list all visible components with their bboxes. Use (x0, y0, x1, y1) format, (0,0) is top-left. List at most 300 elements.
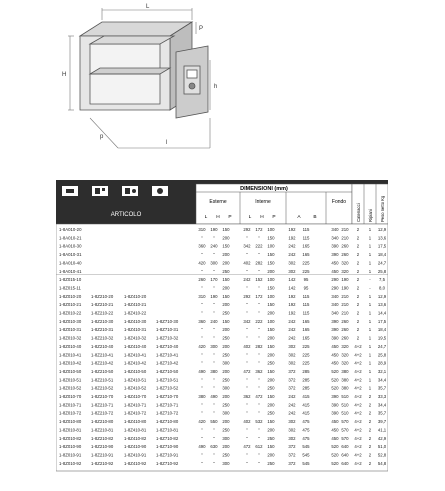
catenacci-cell: 2 (356, 252, 360, 258)
dimension-cell: " (258, 285, 260, 291)
dimension-cell: 250 (222, 335, 230, 341)
dimension-cell: " (246, 335, 248, 341)
ripiani-cell: 1 (368, 235, 372, 241)
article-code-3: 1-8Z410-91 (124, 452, 147, 458)
dimension-cell: 390 (331, 252, 339, 258)
dimension-cell: 200 (267, 402, 275, 408)
dimension-cell: " (258, 252, 260, 258)
peso-cell: 19,5 (377, 335, 387, 341)
dimension-cell: 550 (210, 419, 218, 425)
ripiani-cell: 2 (368, 419, 372, 425)
dimension-cell: 242 (288, 394, 296, 399)
article-code-1: 1-8Z010-90 (59, 444, 82, 450)
dimension-cell: 285 (302, 377, 310, 383)
dimension-cell: 170 (210, 277, 218, 283)
article-code-3: 1-8Z410-30 (124, 318, 147, 324)
article-code-2: 1-8Z210-31 (91, 327, 114, 333)
peso-cell: 24,7 (377, 260, 387, 266)
article-code-1: 1-8Z010-30 (59, 318, 82, 324)
catenacci-cell: 2 (356, 327, 360, 333)
dimension-cell: " (213, 452, 215, 458)
dimension-cell: 402 (243, 260, 251, 266)
dimension-cell: 340 (331, 293, 339, 299)
article-code-2: 1-8Z210-51 (91, 377, 114, 383)
dimension-cell: 150 (222, 318, 230, 324)
dimension-cell: 150 (267, 343, 275, 349)
article-code-2: 1-8Z210-91 (91, 452, 114, 458)
article-code-3: 1-8Z410-20 (124, 293, 147, 299)
article-code-3: 1-8Z410-21 (124, 302, 147, 308)
subheader-cell: H (260, 215, 264, 220)
dimension-cell: " (213, 310, 215, 316)
article-code-1: 1-8Z010-71 (59, 402, 82, 408)
article-code-1: 1-8Z010-92 (59, 460, 82, 466)
dimension-cell: 222 (255, 243, 263, 249)
dimension-cell: " (213, 235, 215, 241)
ripiani-cell: 1 (368, 293, 372, 299)
dimension-cell: 372 (288, 385, 296, 391)
dimension-cell: 165 (302, 318, 310, 324)
dimension-cell: 150 (267, 394, 275, 399)
dimension-cell: 390 (331, 394, 339, 399)
dimension-cell: 390 (331, 243, 339, 249)
peso-cell: 28,9 (377, 360, 387, 366)
article-code-2: 1-8Z210-71 (91, 402, 114, 408)
catenacci-cell: 2 (356, 335, 360, 341)
dimension-cell: " (258, 410, 260, 416)
dimension-cell: 340 (331, 310, 339, 316)
dimension-cell: 225 (302, 360, 310, 366)
dimension-cell: 390 (331, 335, 339, 341)
dimension-cell: " (258, 327, 260, 333)
dimension-cell: 372 (288, 368, 296, 374)
rotated-header: Peso netto Kg (380, 195, 385, 222)
dimension-cell: 520 (331, 444, 339, 450)
peso-cell: 39,7 (377, 419, 387, 425)
dimension-cell: 225 (302, 260, 310, 266)
dimension-cell: 340 (331, 235, 339, 241)
dimension-cell: 150 (222, 293, 230, 299)
dimension-cell: " (246, 235, 248, 241)
catenacci-cell: 4+2 (354, 419, 362, 425)
dimension-cell: 200 (267, 452, 275, 458)
dimension-cell: 250 (222, 377, 230, 383)
dimension-cell: 260 (341, 335, 349, 341)
dimension-cell: 200 (222, 235, 230, 241)
dimension-cell: 292 (243, 227, 251, 232)
dimension-cell: 302 (288, 343, 296, 349)
dimension-cell: 320 (341, 343, 349, 349)
dimension-cell: 475 (302, 427, 310, 433)
dimension-cell: 300 (210, 260, 218, 266)
dimension-cell: 640 (341, 452, 349, 458)
dimension-cell: 250 (222, 310, 230, 316)
article-code-4: 1-8Z710-32 (156, 335, 179, 341)
dimension-cell: 450 (331, 419, 339, 425)
dimension-cell: 320 (341, 260, 349, 266)
dimension-cell: 250 (267, 435, 275, 441)
article-code-2: 1-8Z210-82 (91, 435, 114, 441)
peso-cell: 54,8 (377, 460, 387, 466)
dimension-cell: 450 (331, 260, 339, 266)
ripiani-cell: 2 (368, 394, 372, 399)
ripiani-cell: 2 (368, 402, 372, 408)
ripiani-cell: 1 (368, 227, 372, 232)
article-code-4: 1-8Z710-72 (156, 410, 179, 416)
peso-cell: 34,4 (377, 377, 387, 383)
dimension-cell: 190 (210, 293, 218, 299)
dimension-cell: 250 (222, 268, 230, 274)
ripiani-cell: 2 (368, 460, 372, 466)
article-code-1: 1-8Z010-21 (59, 302, 82, 308)
dimension-cell: " (213, 402, 215, 408)
article-code-2: 1-8Z210-72 (91, 410, 114, 416)
dimension-cell: 200 (222, 394, 230, 399)
article-code-1: 1-8Z010-32 (59, 335, 82, 341)
article-code-2: 1-8Z210-42 (91, 360, 114, 366)
dimension-cell: " (246, 410, 248, 416)
dimension-cell: 200 (222, 368, 230, 374)
dimension-cell: 570 (341, 427, 349, 433)
article-code-1: 1-8Z010-72 (59, 410, 82, 416)
peso-cell: 13,6 (377, 235, 387, 241)
dimension-cell: " (258, 268, 260, 274)
dimension-cell: 640 (341, 460, 349, 466)
peso-cell: 33,3 (377, 394, 387, 399)
dimension-cell: " (246, 427, 248, 433)
esterne-header: Esterne (209, 199, 227, 205)
dimension-cell: 302 (288, 360, 296, 366)
dimension-cell: 545 (302, 444, 310, 450)
dimension-cell: " (213, 460, 215, 466)
article-code-3: 1-8Z410-42 (124, 360, 147, 366)
dimension-cell: 302 (288, 419, 296, 425)
dimension-cell: 200 (267, 310, 275, 316)
dimension-cell: 380 (341, 377, 349, 383)
ripiani-cell: 2 (368, 452, 372, 458)
article-code-1: 1-8Z010-52 (59, 385, 82, 391)
article-code-2: 1-8Z210-92 (91, 460, 114, 466)
dimension-cell: 342 (243, 318, 251, 324)
dimension-cell: " (201, 335, 203, 341)
ripiani-cell: 1 (368, 327, 372, 333)
dimension-cell: " (258, 385, 260, 391)
dimension-cell: 520 (331, 377, 339, 383)
catenacci-cell: 4+2 (354, 452, 362, 458)
dimension-cell: 390 (331, 402, 339, 408)
dimension-cell: 172 (255, 227, 263, 232)
catenacci-cell: 2 (356, 268, 360, 274)
dimension-cell: " (201, 285, 203, 291)
dimension-cell: " (258, 335, 260, 341)
article-code-3: 1-8Z410-22 (124, 310, 147, 316)
article-code-3: 1-8Z410-31 (124, 327, 147, 333)
dimension-cell: " (213, 360, 215, 366)
dimension-cell: 285 (302, 368, 310, 374)
subheader-cell: L (204, 215, 208, 220)
peso-cell: 12,9 (377, 227, 387, 232)
peso-cell: 34,4 (377, 402, 387, 408)
dimension-cell: 200 (267, 268, 275, 274)
dimension-cell: " (201, 310, 203, 316)
article-code-2: 1-8Z210-40 (91, 343, 114, 349)
dimension-cell: 372 (288, 444, 296, 450)
dimension-cell: 570 (341, 419, 349, 425)
dimension-cell: 320 (341, 268, 349, 274)
article-code-1: 1-8A010-41 (59, 268, 82, 274)
article-code-1: 1-8Z010-50 (59, 368, 82, 374)
dimension-cell: 260 (198, 277, 206, 283)
dimension-cell: 532 (255, 419, 263, 425)
dim-label-l: l (166, 140, 168, 146)
dimension-cell: 150 (267, 252, 275, 258)
article-code-2: 1-8Z210-41 (91, 352, 114, 358)
dimension-cell: 200 (267, 377, 275, 383)
catenacci-cell: 2 (356, 293, 360, 299)
safe-outline (80, 22, 208, 118)
dimension-cell: 490 (198, 444, 206, 450)
dimension-cell: 302 (288, 435, 296, 441)
dim-label-P: P (199, 26, 204, 32)
dimension-cell: 302 (288, 352, 296, 358)
dimension-cell: " (201, 452, 203, 458)
catenacci-cell: 2 (356, 260, 360, 266)
dimension-cell: " (258, 352, 260, 358)
dimension-cell: " (201, 327, 203, 333)
dimension-cell: 260 (341, 252, 349, 258)
article-code-1: 1-8Z010-82 (59, 435, 82, 441)
dimension-cell: 282 (255, 260, 263, 266)
article-code-4: 1-8Z710-71 (156, 402, 179, 408)
catenacci-cell: 2 (356, 318, 360, 324)
dimension-cell: 190 (210, 227, 218, 232)
article-code-4: 1-8Z710-91 (156, 452, 179, 458)
dimension-cell: " (213, 252, 215, 258)
dimension-cell: 242 (288, 402, 296, 408)
peso-cell: 35,7 (377, 385, 387, 391)
peso-cell: 14,4 (377, 310, 387, 316)
article-code-1: 1-8Z015-10 (59, 277, 82, 283)
peso-cell: 35,7 (377, 410, 387, 416)
dimension-cell: 360 (198, 243, 206, 249)
article-code-4: 1-8Z710-52 (156, 385, 179, 391)
dimension-cell: " (258, 435, 260, 441)
subheader-cell: L (248, 215, 252, 220)
dimension-cell: 250 (267, 410, 275, 416)
dimension-cell: 340 (331, 302, 339, 308)
article-code-4: 1-8Z710-42 (156, 360, 179, 366)
dimension-cell: " (258, 460, 260, 466)
dimension-cell: " (246, 360, 248, 366)
peso-cell: 41,1 (377, 427, 387, 433)
dimension-cell: 570 (341, 435, 349, 441)
dimension-cell: " (213, 410, 215, 416)
article-code-3: 1-8Z410-71 (124, 402, 147, 408)
dimension-cell: " (246, 268, 248, 274)
ripiani-cell: 1 (368, 310, 372, 316)
dimension-cell: 200 (222, 444, 230, 450)
dimension-cell: 475 (302, 419, 310, 425)
catenacci-cell: 4+2 (354, 410, 362, 416)
catenacci-cell: 2 (356, 277, 360, 283)
ripiani-cell: 1 (368, 343, 372, 349)
dimension-cell: 242 (288, 335, 296, 341)
ripiani-cell: 1 (368, 360, 372, 366)
dimension-cell: 260 (341, 243, 349, 249)
dimension-cell: 225 (302, 343, 310, 349)
dimension-cell: 402 (243, 343, 251, 349)
article-code-4: 1-8Z710-30 (156, 318, 179, 324)
dimension-cell: 472 (243, 368, 251, 374)
dimension-cell: 450 (331, 427, 339, 433)
dimension-cell: 420 (198, 260, 206, 266)
dim-label-p: p (100, 134, 104, 140)
article-code-3: 1-8Z410-92 (124, 460, 147, 466)
dimension-cell: 100 (267, 243, 275, 249)
rotated-header: Catenacci (356, 203, 361, 222)
dimension-cell: 150 (267, 444, 275, 450)
dimension-cell: " (258, 427, 260, 433)
dimension-cell: " (246, 352, 248, 358)
ripiani-cell: 1 (368, 260, 372, 266)
dimension-cell: 520 (331, 368, 339, 374)
peso-cell: 52,8 (377, 452, 387, 458)
dimension-cell: 290 (331, 285, 339, 291)
dimension-cell: 250 (267, 385, 275, 391)
dimension-cell: 292 (243, 293, 251, 299)
dim-label-L: L (146, 4, 150, 10)
dimension-cell: 612 (255, 444, 263, 450)
dimension-cell: 380 (341, 385, 349, 391)
article-code-1: 1-8A010-40 (59, 260, 82, 266)
article-code-1: 1-8A010-20 (59, 227, 82, 232)
article-code-2: 1-8Z210-90 (91, 444, 114, 450)
dimension-cell: 100 (267, 318, 275, 324)
catenacci-cell: 4+2 (354, 368, 362, 374)
dimension-cell: 420 (198, 419, 206, 425)
dimension-cell: " (213, 327, 215, 333)
dimension-cell: 210 (341, 302, 349, 308)
dimension-cell: " (201, 385, 203, 391)
dimension-cell: 242 (288, 410, 296, 416)
article-code-1: 1-8Z010-51 (59, 377, 82, 383)
dimension-cell: 320 (341, 360, 349, 366)
dimension-cell: " (213, 352, 215, 358)
dimension-cell: " (246, 302, 248, 308)
dimension-cell: 242 (288, 318, 296, 324)
dimension-cell: 115 (302, 310, 310, 316)
article-code-2: 1-8Z210-21 (91, 302, 114, 308)
article-code-2: 1-8Z210-81 (91, 427, 114, 433)
dimension-cell: 520 (331, 385, 339, 391)
dimension-cell: " (201, 360, 203, 366)
ripiani-cell: 1 (368, 243, 372, 249)
article-code-1: 1-8Z010-91 (59, 452, 82, 458)
dimension-cell: 420 (198, 343, 206, 349)
peso-cell: 13,6 (377, 302, 387, 308)
peso-cell: 25,8 (377, 268, 387, 274)
dimension-cell: " (246, 327, 248, 333)
dimension-cell: 372 (288, 377, 296, 383)
dimension-cell: " (246, 285, 248, 291)
article-code-2: 1-8Z210-22 (91, 310, 114, 316)
dimension-cell: 242 (288, 252, 296, 258)
dimension-cell: 415 (302, 394, 310, 399)
dimension-cell: " (213, 268, 215, 274)
dimension-cell: 225 (302, 268, 310, 274)
article-code-3: 1-8Z410-50 (124, 368, 147, 374)
article-code-4: 1-8Z710-31 (156, 327, 179, 333)
peso-cell: 17,5 (377, 318, 387, 324)
dimension-cell: 260 (341, 318, 349, 324)
article-code-2: 1-8Z210-52 (91, 385, 114, 391)
dimension-cell: 300 (222, 410, 230, 416)
dimension-cell: 190 (341, 277, 349, 283)
catenacci-cell: 4+2 (354, 352, 362, 358)
dimension-cell: 380 (341, 368, 349, 374)
ripiani-cell: 1 (368, 268, 372, 274)
dimension-cell: 165 (302, 335, 310, 341)
dimension-cell: 250 (222, 427, 230, 433)
article-code-3: 1-8Z410-51 (124, 377, 147, 383)
dimension-cell: 200 (267, 352, 275, 358)
article-code-1: 1-8Z010-22 (59, 310, 82, 316)
dimension-cell: 320 (341, 352, 349, 358)
dimension-cell: " (201, 435, 203, 441)
article-code-4: 1-8Z710-92 (156, 460, 179, 466)
dimension-cell: 242 (288, 243, 296, 249)
peso-cell: 25,8 (377, 352, 387, 358)
catenacci-cell: 4+2 (354, 427, 362, 433)
article-code-1: 1-8Z010-70 (59, 394, 82, 399)
dimension-cell: " (213, 302, 215, 308)
dimension-cell: " (201, 252, 203, 258)
article-code-3: 1-8Z410-82 (124, 435, 147, 441)
ripiani-cell: 2 (368, 410, 372, 416)
dimension-cell: 372 (288, 452, 296, 458)
dimension-cell: 450 (331, 268, 339, 274)
dimension-cell: 520 (331, 452, 339, 458)
article-code-1: 1-8Z010-42 (59, 360, 82, 366)
dimension-cell: " (258, 377, 260, 383)
peso-cell: 42,9 (377, 435, 387, 441)
article-code-3: 1-8Z410-72 (124, 410, 147, 416)
dimension-cell: 210 (341, 293, 349, 299)
dimension-cell: 520 (331, 460, 339, 466)
dimension-cell: 380 (198, 394, 206, 399)
dimension-cell: 250 (222, 452, 230, 458)
dimension-cell: 142 (288, 277, 296, 283)
dim-label-h: h (214, 84, 218, 90)
dimension-cell: 95 (303, 277, 309, 283)
dimension-cell: 192 (288, 302, 296, 308)
article-code-4: 1-8Z710-70 (156, 394, 179, 399)
ripiani-cell: 2 (368, 435, 372, 441)
dimension-cell: 150 (267, 327, 275, 333)
dimension-cell: " (258, 360, 260, 366)
article-code-4: 1-8Z710-40 (156, 343, 179, 349)
dimension-cell: " (246, 452, 248, 458)
dimension-cell: 510 (341, 394, 349, 399)
dimension-cell: " (213, 385, 215, 391)
article-code-4: 1-8Z710-81 (156, 427, 179, 433)
dimension-cell: " (258, 235, 260, 241)
dimension-cell: 415 (302, 410, 310, 416)
dimension-cell: 150 (267, 285, 275, 291)
dimension-cell: 190 (341, 285, 349, 291)
dimension-cell: 390 (331, 318, 339, 324)
dimension-cell: 490 (210, 394, 218, 399)
